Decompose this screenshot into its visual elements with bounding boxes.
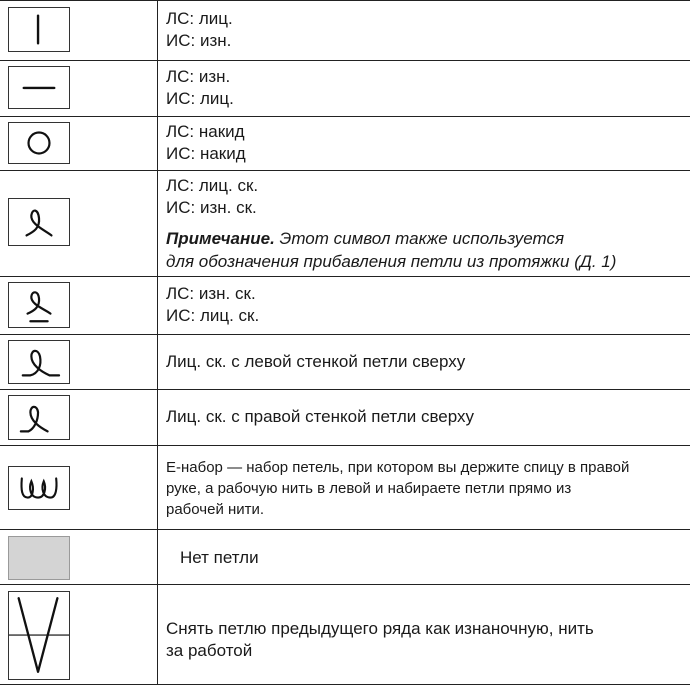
legend-line: ЛС: изн. ск. bbox=[166, 284, 256, 303]
yarn-over-circle-icon bbox=[8, 122, 70, 164]
twisted-loop-underline-icon bbox=[8, 282, 70, 328]
legend-row-e-cast-on bbox=[0, 445, 690, 529]
symbol-cell bbox=[0, 1, 157, 60]
column-divider bbox=[157, 61, 158, 116]
legend-line: рабочей нити. bbox=[166, 501, 265, 518]
loop-left-tail-icon bbox=[8, 340, 70, 384]
note-text: для обозначения прибавления петли из протяжки (Д. 1) bbox=[166, 252, 617, 271]
legend-row-twisted-knit bbox=[0, 170, 690, 276]
legend-text bbox=[180, 547, 686, 569]
column-divider bbox=[157, 171, 158, 276]
legend-note-continued bbox=[166, 250, 686, 273]
legend-line: за работой bbox=[166, 641, 253, 660]
column-divider bbox=[157, 277, 158, 334]
legend-line: ИС: изн. ск. bbox=[166, 198, 257, 217]
legend-text bbox=[166, 457, 686, 520]
symbol-cell bbox=[0, 171, 157, 276]
legend-line: Лиц. ск. с правой стенкой петли сверху bbox=[166, 407, 475, 426]
symbol-cell bbox=[0, 530, 157, 584]
legend-row-left-leg bbox=[0, 334, 690, 389]
legend-line: ИС: лиц. bbox=[166, 89, 234, 108]
legend-line: руке, а рабочую нить в левой и набираете петли прямо из bbox=[166, 480, 572, 497]
legend-row-twisted-purl bbox=[0, 276, 690, 334]
legend-line: ИС: накид bbox=[166, 144, 246, 163]
column-divider bbox=[157, 390, 158, 445]
legend-text bbox=[166, 121, 686, 165]
legend-text bbox=[166, 175, 686, 273]
symbol-cell bbox=[0, 61, 157, 116]
legend-row-no-stitch bbox=[0, 529, 690, 584]
legend-line: ИС: лиц. ск. bbox=[166, 306, 260, 325]
legend-line: ЛС: изн. bbox=[166, 67, 231, 86]
legend-line: Е-набор — набор петель, при котором вы держите спицу в правой bbox=[166, 459, 630, 476]
slip-v-icon bbox=[8, 591, 70, 680]
legend-line: ЛС: лиц. ск. bbox=[166, 176, 259, 195]
legend-row-purl bbox=[0, 60, 690, 116]
purl-horizontal-bar-icon bbox=[8, 66, 70, 109]
legend-line: Лиц. ск. с левой стенкой петли сверху bbox=[166, 352, 466, 371]
legend-line: ИС: изн. bbox=[166, 31, 232, 50]
legend-line: Нет петли bbox=[180, 548, 259, 567]
twisted-loop-icon bbox=[8, 198, 70, 246]
legend-line: ЛС: лиц. bbox=[166, 9, 233, 28]
legend-text bbox=[166, 8, 686, 52]
legend-row-yarn-over bbox=[0, 116, 690, 170]
column-divider bbox=[157, 1, 158, 60]
legend-text bbox=[166, 66, 686, 110]
column-divider bbox=[157, 585, 158, 684]
legend-text bbox=[166, 351, 686, 373]
symbol-cell bbox=[0, 277, 157, 334]
column-divider bbox=[157, 530, 158, 584]
legend-line: Снять петлю предыдущего ряда как изнаночную, нить bbox=[166, 619, 594, 638]
no-stitch-gray-square-icon bbox=[8, 536, 70, 580]
loop-right-tail-icon bbox=[8, 395, 70, 440]
legend-row-knit bbox=[0, 0, 690, 60]
legend-text bbox=[166, 406, 686, 428]
legend-row-right-leg bbox=[0, 389, 690, 445]
e-cast-on-icon bbox=[8, 466, 70, 510]
legend-line: ЛС: накид bbox=[166, 122, 245, 141]
column-divider bbox=[157, 335, 158, 389]
symbol-cell bbox=[0, 446, 157, 529]
column-divider bbox=[157, 117, 158, 170]
legend-note bbox=[166, 227, 686, 250]
column-divider bbox=[157, 446, 158, 529]
legend-row-slip bbox=[0, 584, 690, 685]
symbol-cell bbox=[0, 390, 157, 445]
note-text: Этот символ также используется bbox=[274, 229, 565, 248]
knit-vertical-bar-icon bbox=[8, 7, 70, 52]
symbol-cell bbox=[0, 585, 157, 684]
legend-text bbox=[166, 618, 686, 662]
symbol-cell bbox=[0, 335, 157, 389]
note-label: Примечание. bbox=[166, 229, 275, 248]
symbol-cell bbox=[0, 117, 157, 170]
legend-text bbox=[166, 283, 686, 327]
